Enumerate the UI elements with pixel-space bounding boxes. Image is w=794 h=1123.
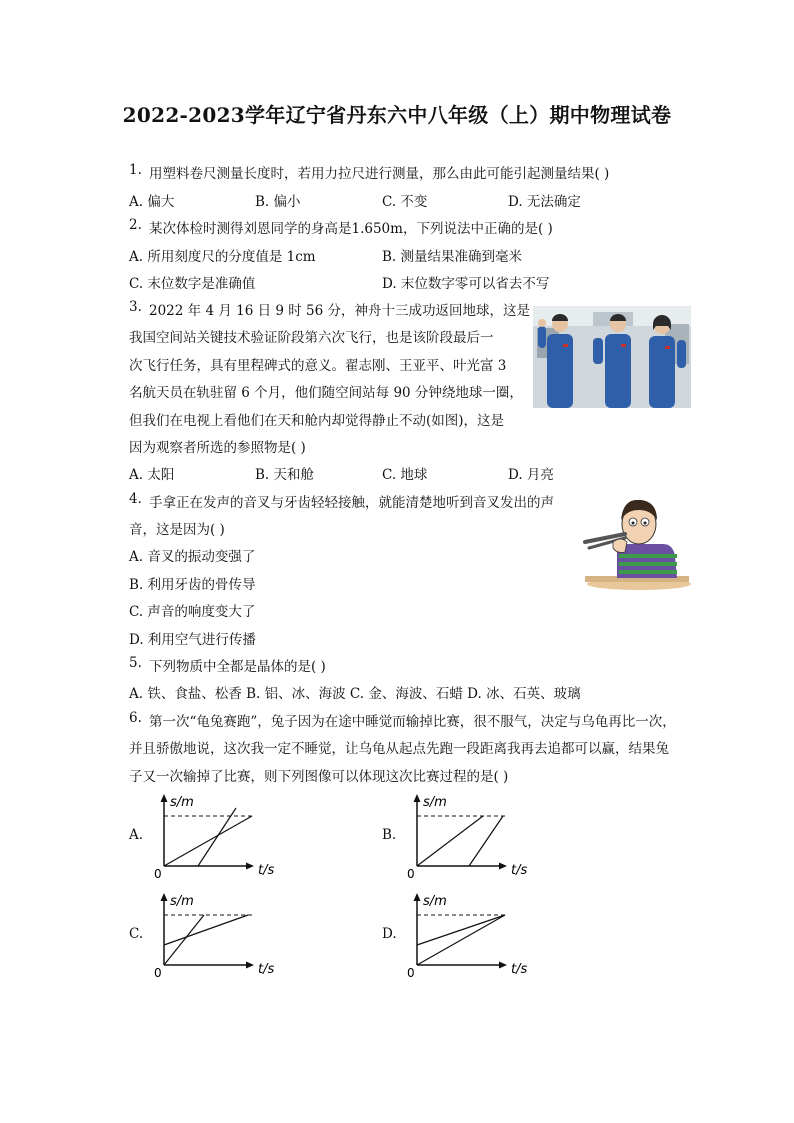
y-axis-arrow-icon bbox=[414, 893, 421, 901]
rabbit-line bbox=[469, 816, 503, 866]
graph-b bbox=[403, 790, 543, 882]
graph-c bbox=[150, 889, 290, 981]
question-1-option-c: C. 不变 bbox=[382, 194, 428, 210]
origin-label: 0 bbox=[407, 867, 415, 881]
question-1-option-b: B. 偏小 bbox=[255, 194, 301, 210]
question-6-option-c: C. bbox=[129, 926, 144, 942]
y-axis-label: s/m bbox=[423, 894, 447, 909]
x-axis-arrow-icon bbox=[499, 962, 507, 969]
graph-d bbox=[403, 889, 543, 981]
x-axis-label: t/s bbox=[511, 863, 528, 878]
origin-label: 0 bbox=[154, 867, 162, 881]
question-3-line-6: 因为观察者所选的参照物是( ) bbox=[129, 440, 306, 456]
question-3-line-2: 我国空间站关键技术验证阶段第六次飞行，也是该阶段最后一 bbox=[129, 330, 494, 346]
x-axis-arrow-icon bbox=[499, 863, 507, 870]
question-3-line-4: 名航天员在轨驻留 6 个月，他们随空间站每 90 分钟绕地球一圈， bbox=[129, 385, 523, 401]
y-axis-label: s/m bbox=[423, 795, 447, 810]
y-axis-label: s/m bbox=[170, 894, 194, 909]
question-4-number: 4. bbox=[129, 491, 142, 507]
tortoise-line bbox=[164, 816, 252, 866]
question-4-option-a: A. 音叉的振动变强了 bbox=[129, 549, 256, 565]
graph-a bbox=[150, 790, 290, 882]
question-6-number: 6. bbox=[129, 710, 142, 726]
astronauts-photo bbox=[533, 306, 691, 408]
question-3-option-d: D. 月亮 bbox=[508, 467, 554, 483]
x-axis-arrow-icon bbox=[246, 863, 254, 870]
y-axis-arrow-icon bbox=[161, 893, 168, 901]
question-3-line-3: 次飞行任务，具有里程碑式的意义。翟志刚、王亚平、叶光富 3 bbox=[129, 358, 507, 374]
x-axis-label: t/s bbox=[258, 962, 275, 977]
origin-label: 0 bbox=[154, 966, 162, 980]
question-4-line-1: 手拿正在发声的音叉与牙齿轻轻接触，就能清楚地听到音叉发出的声 bbox=[149, 495, 554, 511]
page-title: 2022-2023学年辽宁省丹东六中八年级（上）期中物理试卷 bbox=[122, 103, 672, 127]
x-axis-label: t/s bbox=[258, 863, 275, 878]
x-axis-arrow-icon bbox=[246, 962, 254, 969]
x-axis-label: t/s bbox=[511, 962, 528, 977]
question-6-line-1: 第一次“龟兔赛跑”，兔子因为在途中睡觉而输掉比赛，很不服气，决定与乌龟再比一次， bbox=[149, 714, 676, 730]
question-2-text: 某次体检时测得刘恩同学的身高是1.650m，下列说法中正确的是( ) bbox=[149, 221, 553, 237]
tortoise-line bbox=[164, 915, 248, 945]
question-3-line-1: 2022 年 4 月 16 日 9 时 56 分，神舟十三成功返回地球，这是 bbox=[149, 303, 531, 319]
question-1-option-d: D. 无法确定 bbox=[508, 194, 581, 210]
question-3-option-a: A. 太阳 bbox=[129, 467, 175, 483]
question-5-number: 5. bbox=[129, 655, 142, 671]
question-4-option-d: D. 利用空气进行传播 bbox=[129, 632, 256, 648]
rabbit-line bbox=[164, 915, 204, 965]
question-6-option-b: B. bbox=[382, 827, 397, 843]
question-6-line-3: 子又一次输掉了比赛，则下列图像可以体现这次比赛过程的是( ) bbox=[129, 769, 509, 785]
question-2-option-a: A. 所用刻度尺的分度值是 1cm bbox=[129, 249, 316, 265]
question-1-option-a: A. 偏大 bbox=[129, 194, 175, 210]
tortoise-line bbox=[417, 816, 483, 866]
question-4-line-2: 音，这是因为( ) bbox=[129, 522, 225, 538]
question-1-text: 用塑料卷尺测量长度时，若用力拉尺进行测量，那么由此可能引起测量结果( ) bbox=[149, 166, 610, 182]
question-2-number: 2. bbox=[129, 217, 142, 233]
y-axis-label: s/m bbox=[170, 795, 194, 810]
question-3-number: 3. bbox=[129, 299, 142, 315]
question-6-option-a: A. bbox=[129, 827, 144, 843]
y-axis-arrow-icon bbox=[414, 794, 421, 802]
question-2-option-d: D. 末位数字零可以省去不写 bbox=[382, 276, 550, 292]
question-1-number: 1. bbox=[129, 162, 142, 178]
rabbit-line bbox=[198, 808, 236, 866]
question-5-text: 下列物质中全都是晶体的是( ) bbox=[149, 659, 326, 675]
question-4-option-c: C. 声音的响度变大了 bbox=[129, 604, 256, 620]
question-4-option-b: B. 利用牙齿的骨传导 bbox=[129, 577, 256, 593]
question-3-option-c: C. 地球 bbox=[382, 467, 428, 483]
tuning-fork-cartoon bbox=[583, 496, 691, 592]
question-6-option-d: D. bbox=[382, 926, 397, 942]
y-axis-arrow-icon bbox=[161, 794, 168, 802]
question-2-option-c: C. 末位数字是准确值 bbox=[129, 276, 256, 292]
question-6-line-2: 并且骄傲地说，这次我一定不睡觉，让乌龟从起点先跑一段距离我再去追都可以赢，结果兔 bbox=[129, 741, 669, 757]
question-3-line-5: 但我们在电视上看他们在天和舱内却觉得静止不动(如图)，这是 bbox=[129, 413, 505, 429]
question-5-options: A. 铁、食盐、松香 B. 铝、冰、海波 C. 金、海波、石蜡 D. 冰、石英、玻璃 bbox=[129, 686, 581, 702]
question-3-option-b: B. 天和舱 bbox=[255, 467, 315, 483]
origin-label: 0 bbox=[407, 966, 415, 980]
question-2-option-b: B. 测量结果准确到毫米 bbox=[382, 249, 523, 265]
